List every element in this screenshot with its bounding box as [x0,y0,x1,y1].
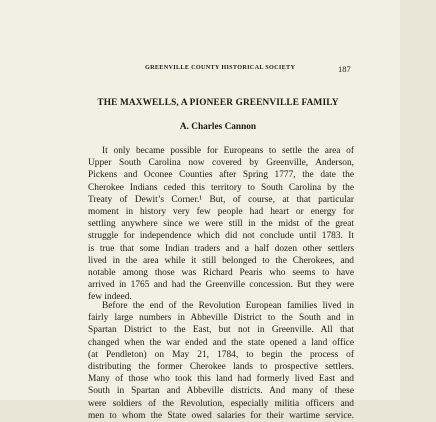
paragraph-line: moment in history very few people had heart or energy for [88,207,354,218]
paragraph-line: few indeed. [88,292,132,303]
paragraph-line: Pickens and Oconee Counties after Spring 1777, the date the [88,170,354,181]
paragraph-line: It only became possible for Europeans to settle the area of [102,146,354,156]
paragraph-line: Before the end of the Revolution European families lived in [102,301,354,311]
paragraph-line: settling anywhere since we were still in the midst of the great [88,219,354,230]
paragraph-line: arrived in 1765 and had the Greenville concession. But they were [88,280,354,291]
running-head: GREENVILLE COUNTY HISTORICAL SOCIETY [145,64,296,71]
article-title: THE MAXWELLS, A PIONEER GREENVILLE FAMILY [97,98,339,108]
page-number: 187 [338,64,351,74]
paragraph-line: Treaty of Dewit’s Corner.¹ But, of course, at that particular [88,194,354,205]
paragraph-line: is true that some Indian traders and a half dozen other settlers [88,243,354,254]
paragraph-line: struggle for independence which did not conclude until 1783. It [88,231,354,242]
paragraph-line: (at Pendleton) on May 21, 1784, to begin the process of [88,349,354,360]
paragraph-line: men to whom the State owed salaries for their wartime service. [88,410,354,421]
article-author: A. Charles Cannon [179,122,257,132]
paragraph-1 [88,145,354,304]
paragraph-line: distributing the former Cherokee lands to prospective settlers. [88,362,354,373]
paragraph-line: lived in the area while it still belonged to the Cherokees, and [88,255,354,266]
paragraph-line: were soldiers of the Revolution, especially militia officers and [88,398,354,409]
paragraph-line: Many of those who took this land had formerly lived East and [88,374,354,385]
paragraph-line: Spartan District to the East, but not in Greenville. All that [88,325,354,336]
paragraph-2 [88,300,354,422]
paragraph-line: Upper South Carolina now covered by Greenville, Anderson, [88,158,354,169]
paragraph-line: South in Spartan and Abbeville districts. And many of these [88,386,354,397]
paragraph-line: notable among those was Richard Pearis who seems to have [88,268,354,279]
paragraph-line: changed when the war ended and the state opened a land office [88,337,354,348]
paragraph-line: Cherokee Indians ceded this territory to South Carolina by the [88,182,354,193]
paragraph-line: fairly large numbers in Abbeville District to the South and in [88,313,354,324]
